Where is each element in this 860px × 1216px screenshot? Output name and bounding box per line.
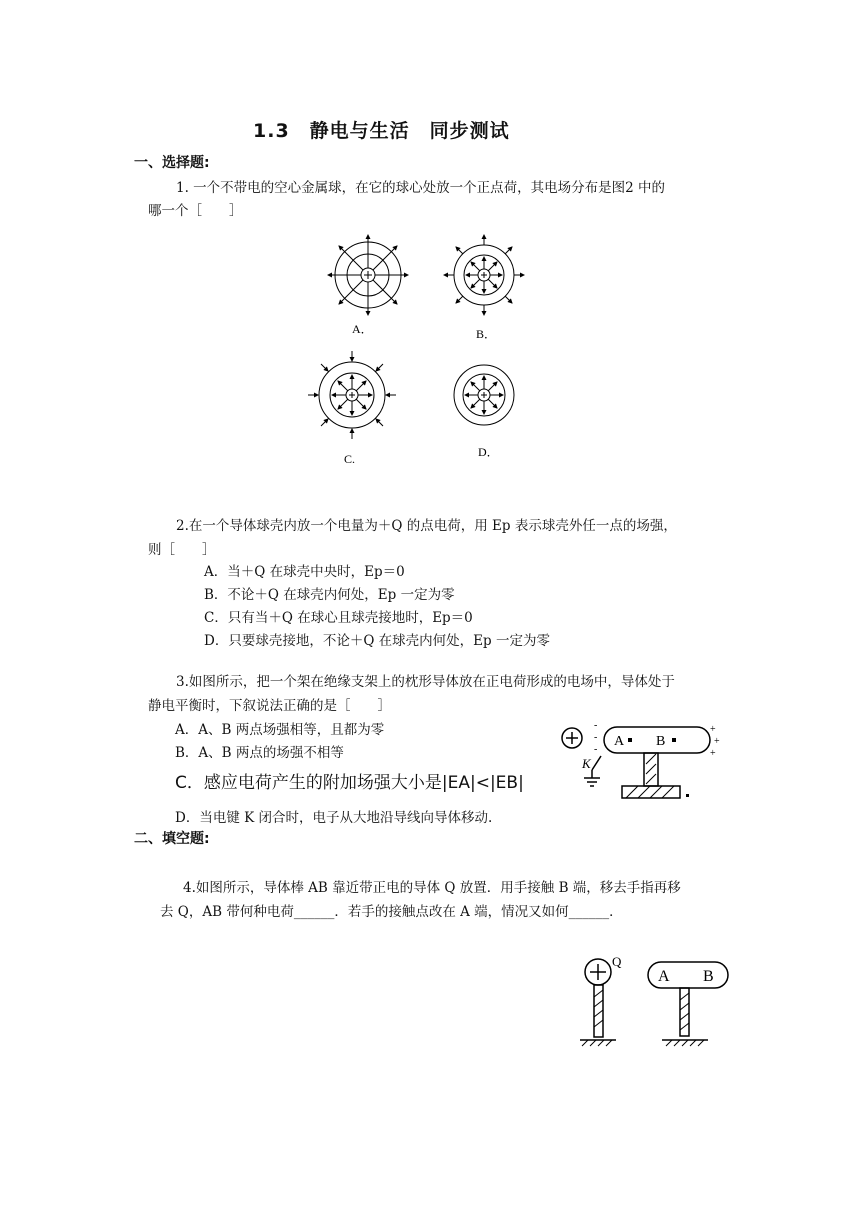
q3-option-c: C．感应电荷产生的附加场强大小是|EA|<|EB|: [175, 773, 524, 793]
label-b: B: [656, 734, 666, 749]
section-heading-choice: 一、选择题:: [134, 155, 210, 171]
q3-option-b: B．A、B 两点的场强不相等: [175, 745, 344, 761]
q2-option-a: A．当＋Q 在球壳中央时，Ep＝0: [204, 564, 405, 580]
diagram-label-d: D．: [478, 445, 499, 459]
diagram-label-a: A．: [352, 322, 373, 336]
section-heading-fill: 二、填空题:: [134, 831, 210, 847]
q2-option-b: B．不论＋Q 在球壳内何处，Ep 一定为零: [204, 587, 455, 603]
diagram-label-b: B．: [476, 327, 497, 341]
diagram-b: [444, 235, 524, 315]
diagram-label-c: C.: [344, 452, 356, 466]
q4-conductor-figure: [574, 952, 734, 1052]
q3-option-a: A．A、B 两点场强相等，且都为零: [175, 722, 385, 738]
label-b: B: [703, 968, 714, 985]
page-title: 1.3 静电与生活 同步测试: [253, 120, 510, 142]
q3-stem-line1: 3.如图所示，把一个架在绝缘支架上的枕形导体放在正电荷形成的电场中，导体处于: [176, 674, 675, 690]
label-k: K: [582, 756, 591, 771]
q1-stem-line1: 1. 一个不带电的空心金属球，在它的球心处放一个正点荷，其电场分布是图2 中的: [176, 180, 666, 196]
q2-stem-line2: 则［ ］: [148, 542, 216, 558]
svg-text:-: -: [594, 720, 598, 731]
q3-option-d: D．当电键 K 闭合时，电子从大地沿导线向导体移动.: [175, 810, 493, 826]
label-a: A: [614, 734, 625, 749]
q2-option-c: C．只有当＋Q 在球心且球壳接地时，Ep＝0: [204, 610, 473, 626]
q4-stem-line1: 4.如图所示，导体棒 AB 靠近带正电的导体 Q 放置．用手接触 B 端，移去手指再移: [183, 880, 681, 896]
diagram-a: [328, 235, 408, 315]
q4-stem-line2: 去 Q，AB 带何种电荷______．若手的接触点改在 A 端，情况又如何______．: [160, 904, 623, 920]
q1-stem-line2: 哪一个［ ］: [148, 203, 243, 219]
svg-text:+: +: [710, 748, 716, 759]
q2-stem-line1: 2.在一个导体球壳内放一个电量为＋Q 的点电荷，用 Ep 表示球壳外任一点的场强，: [176, 518, 677, 534]
q2-option-d: D．只要球壳接地，不论＋Q 在球壳内何处，Ep 一定为零: [204, 633, 550, 649]
svg-text:+: +: [710, 724, 716, 735]
q1-field-diagrams: [300, 230, 520, 470]
q3-conductor-figure: [556, 718, 726, 808]
diagram-c: [308, 351, 396, 439]
svg-text:-: -: [594, 744, 598, 755]
label-a: A: [658, 968, 670, 985]
diagram-d: [454, 365, 514, 425]
svg-text:-: -: [594, 732, 598, 743]
svg-text:+: +: [714, 736, 720, 747]
label-q: Q: [612, 954, 622, 969]
q3-stem-line2: 静电平衡时，下叙说法正确的是［ ］: [148, 698, 391, 714]
